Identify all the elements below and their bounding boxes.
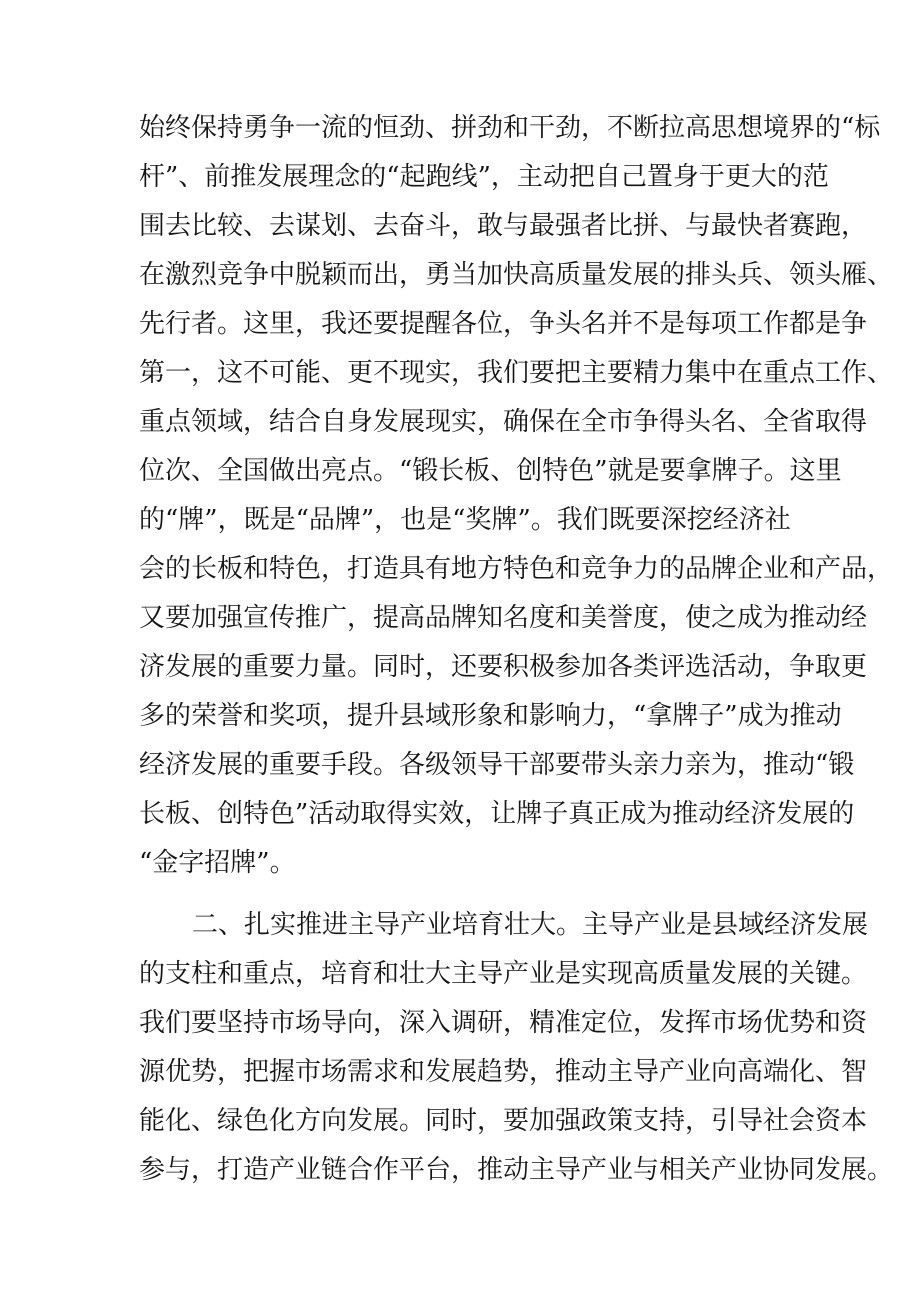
text-line: 始终保持勇争一流的恒劲、拼劲和干劲，不断拉高思想境界的“标 (139, 113, 881, 143)
text-line: 位次、全国做出亮点。“锻长板、创特色”就是要拿牌子。这里 (139, 456, 842, 486)
text-line: 又要加强宣传推广，提高品牌知名度和美誉度，使之成为推动经 (139, 603, 868, 633)
text-line: 先行者。这里，我还要提醒各位，争头名并不是每项工作都是争 (139, 309, 868, 339)
text-line: 长板、创特色”活动取得实效，让牌子真正成为推动经济发展的 (139, 799, 855, 829)
text-line: 的支柱和重点，培育和壮大主导产业是实现高质量发展的关键。 (139, 959, 868, 989)
text-line: 杆”、前推发展理念的“起跑线”，主动把自己置身于更大的范 (139, 162, 829, 192)
text-line: 参与，打造产业链合作平台，推动主导产业与相关产业协同发展。 (139, 1155, 894, 1185)
text-line: 经济发展的重要手段。各级领导干部要带头亲力亲为，推动“锻 (139, 750, 855, 780)
text-line: 的“牌”，既是“品牌”，也是“奖牌”。我们既要深挖经济社 (139, 505, 791, 535)
text-line: 济发展的重要力量。同时，还要积极参加各类评选活动，争取更 (139, 652, 868, 682)
text-line: 围去比较、去谋划、去奋斗，敢与最强者比拼、与最快者赛跑， (139, 211, 868, 241)
text-line: 多的荣誉和奖项，提升县域形象和影响力，“拿牌子”成为推动 (139, 701, 842, 731)
text-line: “金字招牌”。 (139, 848, 296, 878)
text-line: 我们要坚持市场导向，深入调研，精准定位，发挥市场优势和资 (139, 1008, 868, 1038)
text-line: 第一，这不可能、更不现实，我们要把主要精力集中在重点工作、 (139, 358, 894, 388)
text-line: 源优势，把握市场需求和发展趋势，推动主导产业向高端化、智 (139, 1057, 868, 1087)
text-line: 能化、绿色化方向发展。同时，要加强政策支持，引导社会资本 (139, 1106, 868, 1136)
section-heading-line: 二、扎实推进主导产业培育壮大。主导产业是县域经济发展 (192, 910, 869, 940)
text-line: 重点领域，结合自身发展现实，确保在全市争得头名、全省取得 (139, 407, 868, 437)
text-line: 会的长板和特色，打造具有地方特色和竞争力的品牌企业和产品， (139, 554, 894, 584)
text-line: 在激烈竞争中脱颖而出，勇当加快高质量发展的排头兵、领头雁、 (139, 260, 894, 290)
